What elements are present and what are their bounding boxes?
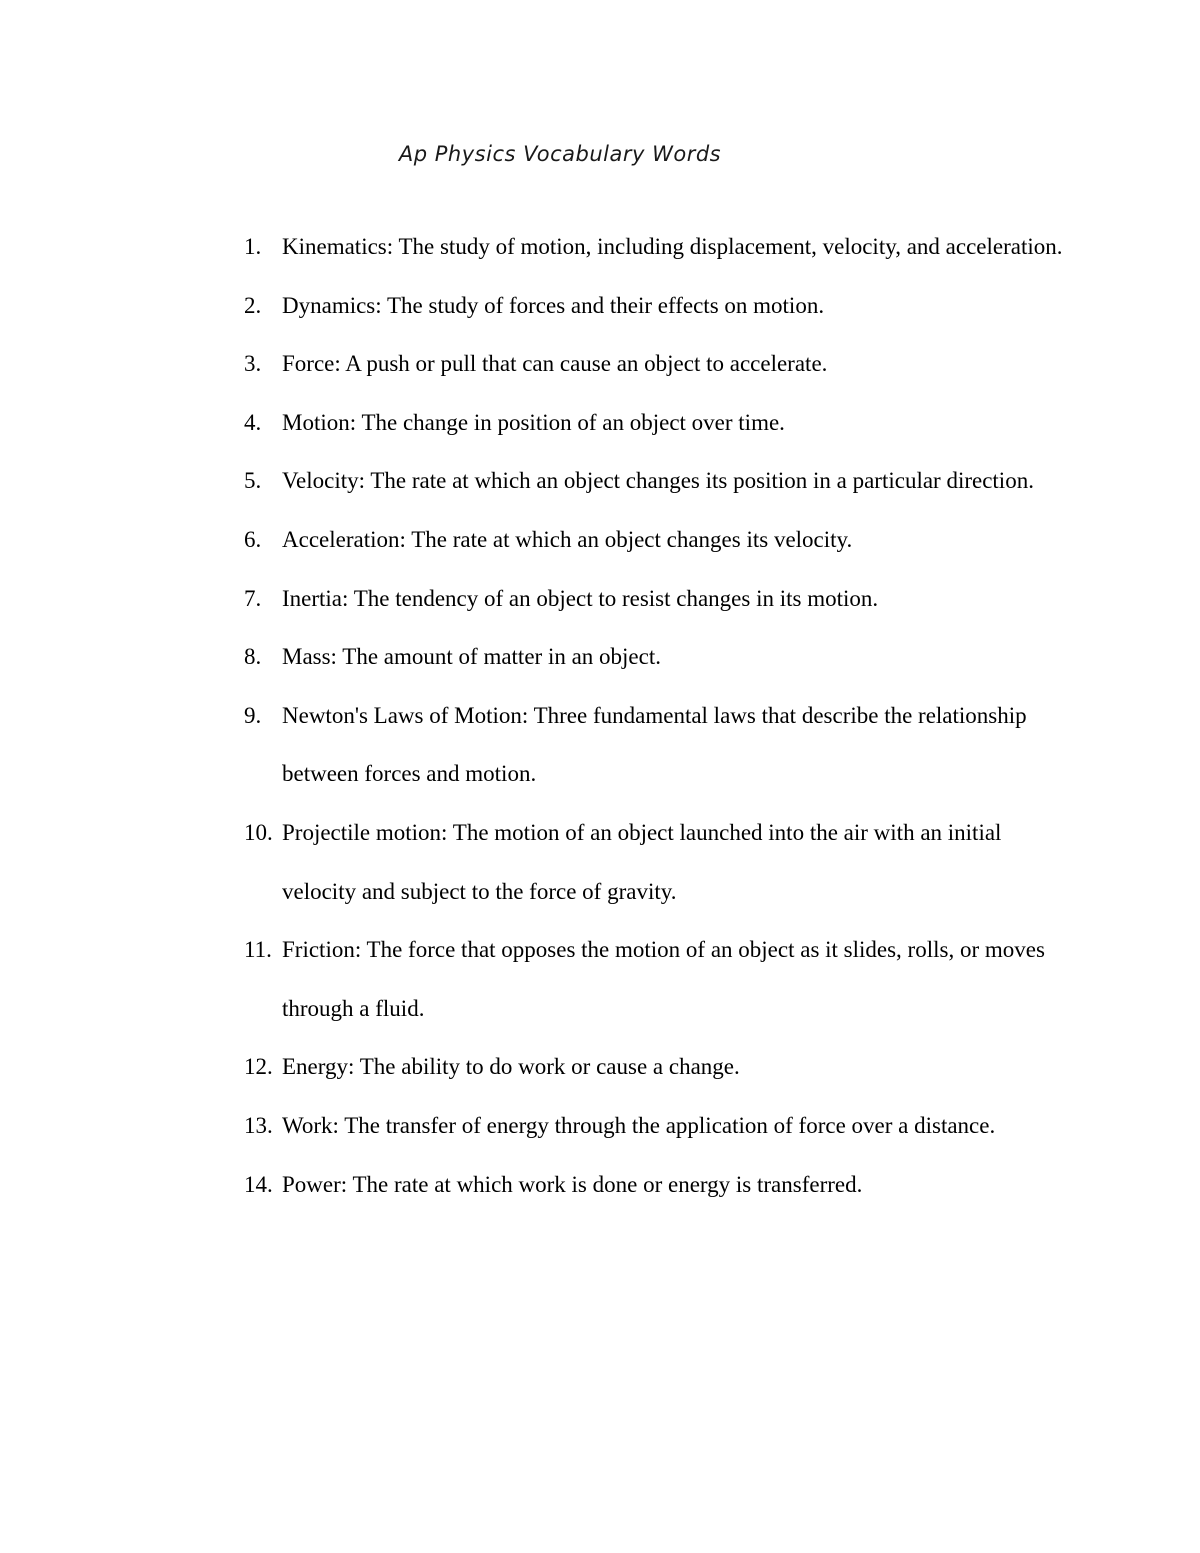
list-item-text: Force: A push or pull that can cause an object to accelerate. — [282, 351, 828, 377]
list-item-text: Acceleration: The rate at which an object changes its velocity. — [282, 526, 853, 552]
list-item — [244, 511, 1074, 570]
list-item-number: 9. — [244, 702, 262, 728]
list-item-number: 10. — [244, 819, 273, 845]
list-item — [244, 1038, 1074, 1097]
vocabulary-list — [244, 218, 1074, 1214]
list-item-text: Projectile motion: The motion of an object launched into the air with an initial velocity and subject to the force of gravity. — [282, 819, 1002, 904]
list-item — [244, 628, 1074, 687]
list-item-text: Energy: The ability to do work or cause a change. — [282, 1054, 740, 1080]
list-item-text: Work: The transfer of energy through the application of force over a distance. — [282, 1112, 996, 1138]
document-title: Ap Physics Vocabulary Words — [398, 142, 722, 166]
list-item-number: 7. — [244, 585, 262, 611]
list-item-number: 3. — [244, 351, 262, 377]
list-item — [244, 277, 1074, 336]
list-item-text: Inertia: The tendency of an object to resist changes in its motion. — [282, 585, 879, 611]
list-item-text: Motion: The change in position of an object over time. — [282, 409, 785, 435]
list-item-number: 12. — [244, 1054, 273, 1080]
list-item — [244, 452, 1074, 511]
list-item-text: Newton's Laws of Motion: Three fundamental laws that describe the relationship between forces and motion. — [282, 702, 1027, 787]
list-item — [244, 1156, 1074, 1215]
list-item — [244, 921, 1074, 1038]
list-item-text: Kinematics: The study of motion, including displacement, velocity, and acceleration. — [282, 234, 1063, 259]
list-item — [244, 804, 1074, 921]
list-item — [244, 218, 1074, 277]
list-item-number: 4. — [244, 409, 262, 435]
list-item — [244, 394, 1074, 453]
list-item-number: 8. — [244, 644, 262, 670]
list-item-number: 13. — [244, 1112, 273, 1138]
list-item-text: Dynamics: The study of forces and their effects on motion. — [282, 292, 825, 318]
list-item-text: Power: The rate at which work is done or energy is transferred. — [282, 1171, 863, 1197]
list-item-number: 1. — [244, 234, 262, 259]
list-item — [244, 1097, 1074, 1156]
list-item — [244, 687, 1074, 804]
list-item-number: 14. — [244, 1171, 273, 1197]
list-item-number: 5. — [244, 468, 262, 494]
list-item-text: Velocity: The rate at which an object changes its position in a particular direction. — [282, 468, 1034, 494]
list-item-text: Mass: The amount of matter in an object. — [282, 644, 661, 670]
list-item-number: 11. — [244, 937, 272, 963]
list-item — [244, 570, 1074, 629]
list-item-text: Friction: The force that opposes the motion of an object as it slides, rolls, or moves through a fluid. — [282, 937, 1045, 1021]
list-item-number: 6. — [244, 526, 262, 552]
list-item — [244, 335, 1074, 394]
list-item-number: 2. — [244, 292, 262, 318]
